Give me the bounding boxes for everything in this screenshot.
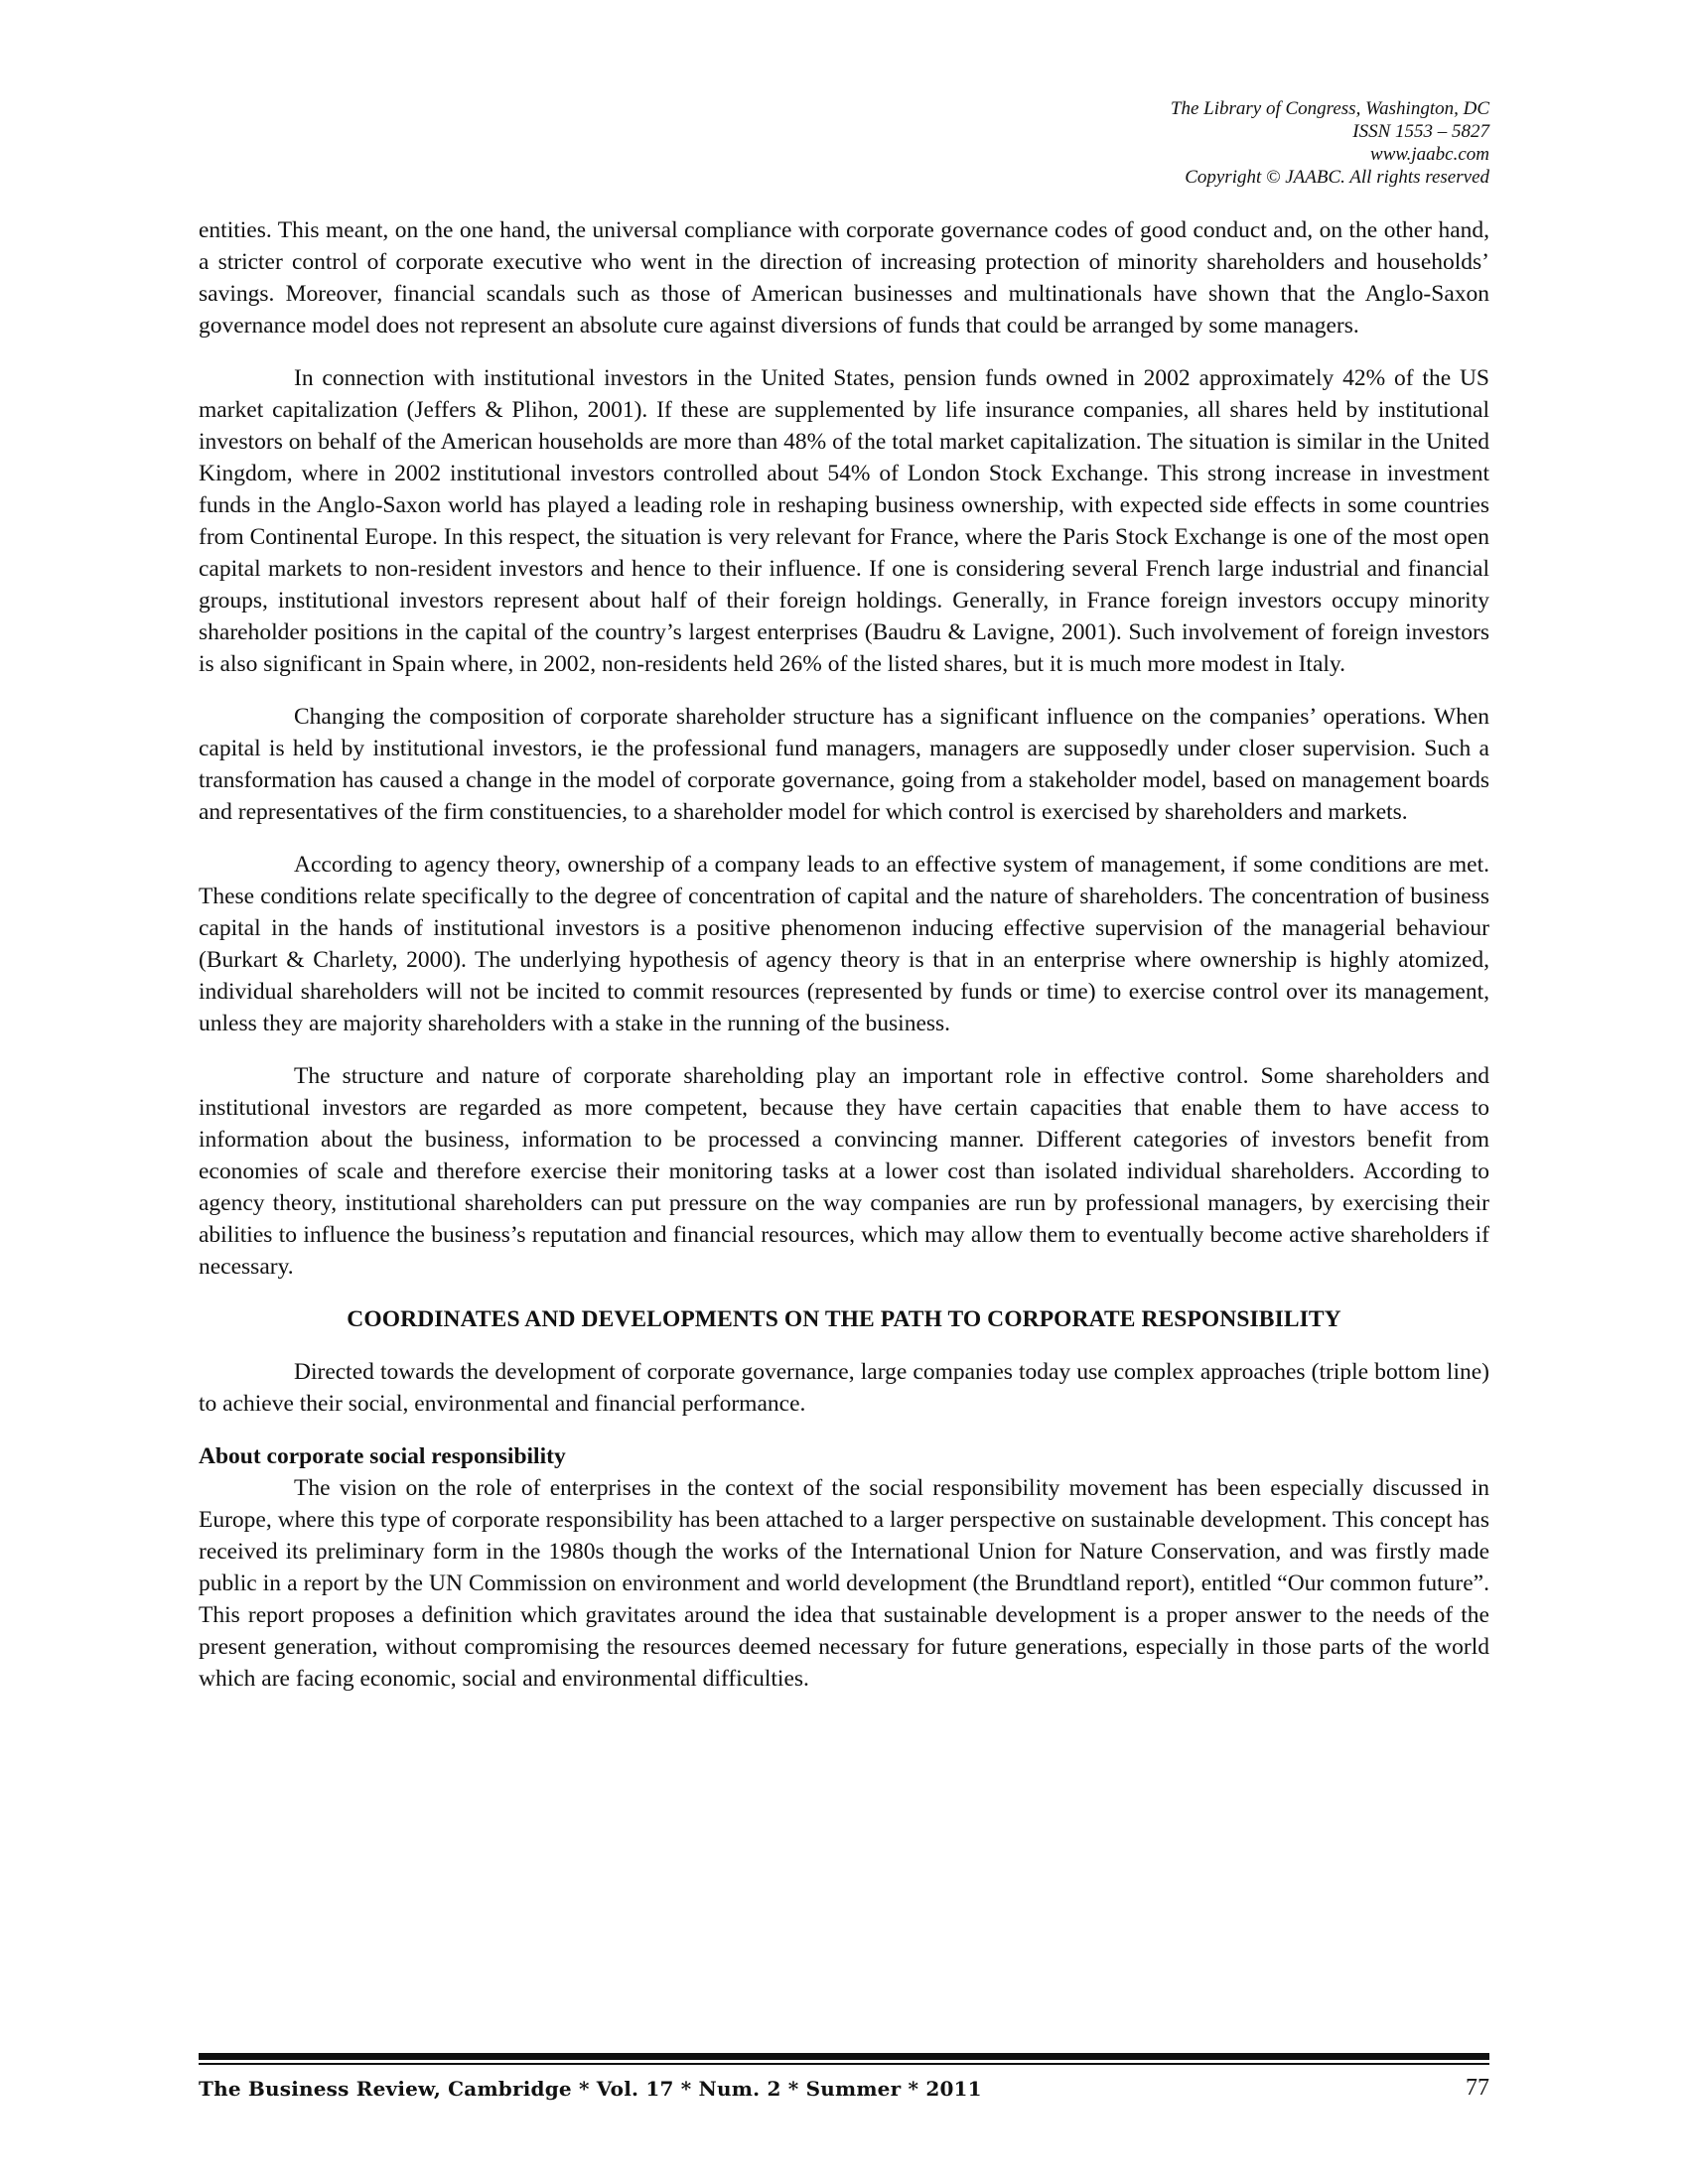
- page-number: 77: [1466, 2075, 1489, 2101]
- paragraph-corporate-shareholding: The structure and nature of corporate shareholding play an important role in effective control. Some shareholders and institutional investors are regarded as more competent, because they have certain capacities that enable them to have access to information about the business, information to be processed a convincing manner. Different categories of investors benefit from economies of scale and therefore exercise their monitoring tasks at a lower cost than isolated individual shareholders. According to agency theory, institutional shareholders can put pressure on the way companies are run by professional managers, by exercising their abilities to influence the business’s reputation and financial resources, which may allow them to eventually become active shareholders if necessary.: [199, 1063, 1489, 1280]
- paragraph-institutional-investors: In connection with institutional investors in the United States, pension funds owned in 2002 approximately 42% of the US market capitalization (Jeffers & Plihon, 2001). If these are supplemented by life insurance companies, all shares held by institutional investors on behalf of the American households are more than 48% of the total market capitalization. The situation is similar in the United Kingdom, where in 2002 institutional investors controlled about 54% of London Stock Exchange. This strong increase in investment funds in the Anglo-Saxon world has played a leading role in reshaping business ownership, with expected side effects in some countries from Continental Europe. In this respect, the situation is very relevant for France, where the Paris Stock Exchange is one of the most open capital markets to non-resident investors and hence to their influence. If one is considering several French large industrial and financial groups, institutional investors represent about half of their foreign holdings. Generally, in France foreign investors occupy minority shareholder positions in the capital of the country’s largest enterprises (Baudru & Lavigne, 2001). Such involvement of foreign investors is also significant in Spain where, in 2002, non-residents held 26% of the listed shares, but it is much more modest in Italy.: [199, 365, 1489, 677]
- section-heading: COORDINATES AND DEVELOPMENTS ON THE PATH TO CORPORATE RESPONSIBILITY: [347, 1306, 1341, 1332]
- running-header: [1171, 97, 1489, 189]
- header-library: The Library of Congress, Washington, DC: [1170, 98, 1489, 119]
- footer-rule-thin: [199, 2063, 1489, 2065]
- footer-rule-thick: [199, 2053, 1489, 2060]
- paragraph-triple-bottom-line: Directed towards the development of corporate governance, large companies today use complex approaches (triple bottom line) to achieve their social, environmental and financial performance.: [199, 1359, 1489, 1417]
- paragraph-agency-theory: According to agency theory, ownership of a company leads to an effective system of management, if some conditions are met. These conditions relate specifically to the degree of concentration of capital and the nature of shareholders. The concentration of business capital in the hands of institutional investors is a positive phenomenon inducing effective supervision of the managerial behaviour (Burkart & Charlety, 2000). The underlying hypothesis of agency theory is that in an enterprise where ownership is highly atomized, individual shareholders will not be incited to commit resources (represented by funds or time) to exercise control over its management, unless they are majority shareholders with a stake in the running of the business.: [199, 852, 1489, 1036]
- paragraph-csr: The vision on the role of enterprises in the context of the social responsibility movement has been especially discussed in Europe, where this type of corporate responsibility has been attached to a larger perspective on sustainable development. This concept has received its preliminary form in the 1980s though the works of the International Union for Nature Conservation, and was firstly made public in a report by the UN Commission on environment and world development (the Brundtland report), entitled “Our common future”. This report proposes a definition which gravitates around the idea that sustainable development is a proper answer to the needs of the present generation, without compromising the resources deemed necessary for future generations, especially in those parts of the world which are facing economic, social and environmental difficulties.: [199, 1475, 1489, 1692]
- sub-heading: About corporate social responsibility: [199, 1443, 566, 1469]
- paragraph-continued: entities. This meant, on the one hand, the universal compliance with corporate governance codes of good conduct and, on the other hand, a stricter control of corporate executive who went in the direction of increasing protection of minority shareholders and households’ savings. Moreover, financial scandals such as those of American businesses and multinationals have shown that the Anglo-Saxon governance model does not represent an absolute cure against diversions of funds that could be arranged by some managers.: [199, 217, 1489, 339]
- article-body: [199, 214, 1489, 1695]
- header-website: www.jaabc.com: [1370, 144, 1489, 165]
- footer-journal: The Business Review, Cambridge * Vol. 17 * Num. 2 * Summer * 2011: [199, 2077, 982, 2101]
- header-issn: ISSN 1553 – 5827: [1352, 121, 1489, 142]
- header-copyright: Copyright © JAABC. All rights reserved: [1185, 167, 1489, 188]
- paragraph-shareholder-structure: Changing the composition of corporate shareholder structure has a significant influence on the companies’ operations. When capital is held by institutional investors, ie the professional fund managers, managers are supposedly under closer supervision. Such a transformation has caused a change in the model of corporate governance, going from a stakeholder model, based on management boards and representatives of the firm constituencies, to a shareholder model for which control is exercised by shareholders and markets.: [199, 704, 1489, 825]
